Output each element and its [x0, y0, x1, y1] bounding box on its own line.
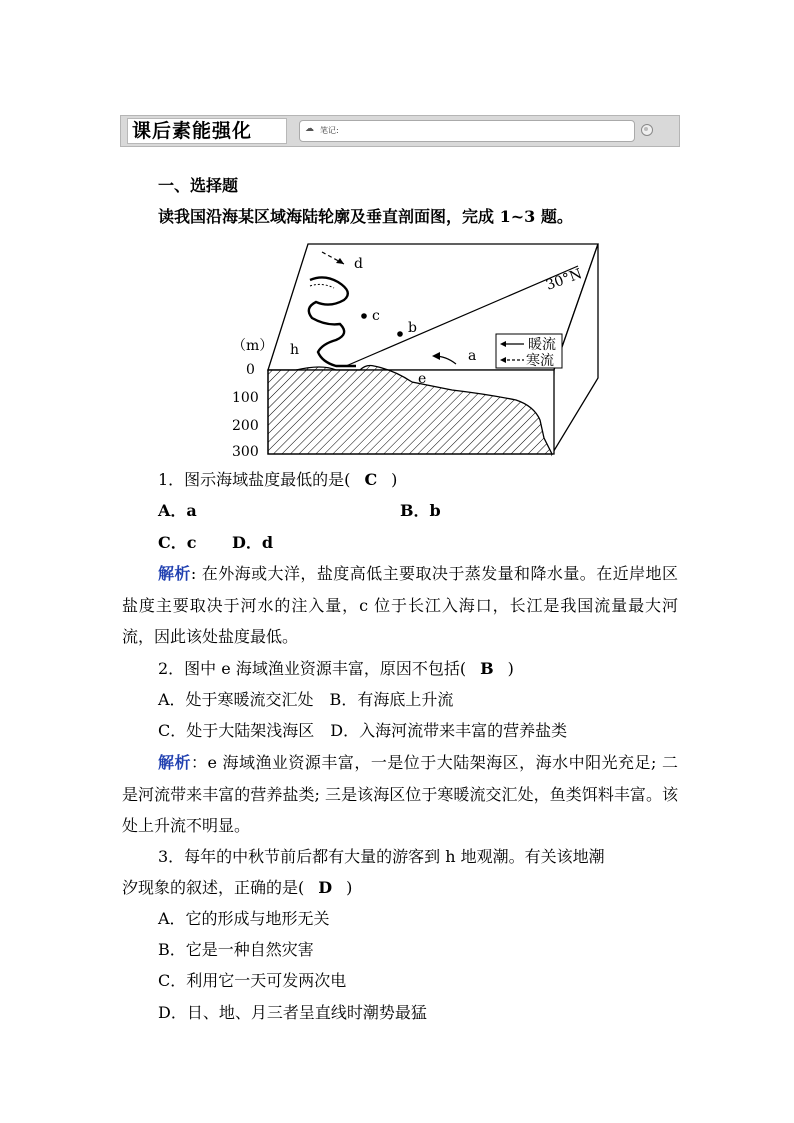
question-3-stem-line1: 3．每年的中秋节前后都有大量的游客到 h 地观潮。有关该地潮 [158, 847, 605, 866]
notes-label: 笔记: [320, 126, 339, 135]
q3-option-a[interactable]: A．它的形成与地形无关 [158, 909, 330, 928]
legend-cold: 寒流 [526, 353, 554, 369]
legend-warm: 暖流 [528, 337, 556, 353]
label-e: e [418, 371, 427, 387]
q2-options-ab[interactable]: A．处于寒暖流交汇处 B．有海底上升流 [158, 690, 454, 709]
label-b: b [408, 320, 417, 336]
intro-text: 读我国沿海某区域海陆轮廓及垂直剖面图，完成 1~3 题。 [158, 207, 573, 226]
q2-explanation: 解析：e 海域渔业资源丰富，一是位于大陆架海区，海水中阳光充足; 二是河流带来丰富的营养盐类; 三是该海区位于寒暖流交汇处，鱼类饵料丰富。该处上升流不明显。 [122, 753, 678, 835]
coastal-profile-diagram [226, 238, 606, 460]
label-a: a [468, 348, 477, 364]
answer-2: B [480, 659, 494, 678]
label-c: c [372, 308, 380, 324]
q1-option-a[interactable]: A．a [158, 501, 197, 520]
depth-unit: （m） [232, 338, 274, 354]
point-b [397, 331, 403, 337]
section-header-bar [120, 115, 680, 147]
q3-option-b[interactable]: B．它是一种自然灾害 [158, 940, 314, 959]
depth-300: 300 [232, 444, 259, 460]
jiexi-label: 解析 [158, 564, 191, 583]
question-3-stem-line2: 汐现象的叙述，正确的是( D ) [122, 878, 353, 897]
q1-explanation: 解析: 在外海或大洋，盐度高低主要取决于蒸发量和降水量。在近岸地区盐度主要取决于河水的注入量，c 位于长江入海口，长江是我国流量最大河流，因此该处盐度最低。 [122, 564, 678, 646]
jiexi-label: 解析 [158, 753, 191, 772]
label-latitude: 30°N [543, 266, 585, 294]
label-h: h [290, 342, 300, 358]
section-title: 一、选择题 [158, 176, 239, 195]
q1-option-d[interactable]: D．d [232, 533, 274, 552]
q3-option-d[interactable]: D．日、地、月三者呈直线时潮势最猛 [158, 1003, 427, 1022]
answer-1: C [364, 470, 378, 489]
question-2-stem: 2．图中 e 海域渔业资源丰富，原因不包括( B ) [158, 659, 514, 678]
notes-field[interactable] [299, 120, 635, 142]
q1-option-b[interactable]: B．b [400, 501, 441, 520]
cloud-icon: ☁ [305, 124, 314, 134]
q1-option-c[interactable]: C．c [158, 533, 197, 552]
pin-icon[interactable] [641, 124, 653, 136]
header-title: 课后素能强化 [127, 118, 287, 144]
q3-option-c[interactable]: C．利用它一天可发两次电 [158, 971, 347, 990]
question-1-stem: 1．图示海域盐度最低的是( C ) [158, 470, 398, 489]
q2-options-cd[interactable]: C．处于大陆架浅海区 D．入海河流带来丰富的营养盐类 [158, 721, 568, 740]
depth-0: 0 [246, 362, 255, 378]
answer-3: D [318, 878, 333, 897]
label-d: d [354, 256, 363, 272]
point-c [361, 313, 367, 319]
depth-200: 200 [232, 418, 259, 434]
depth-100: 100 [232, 390, 259, 406]
